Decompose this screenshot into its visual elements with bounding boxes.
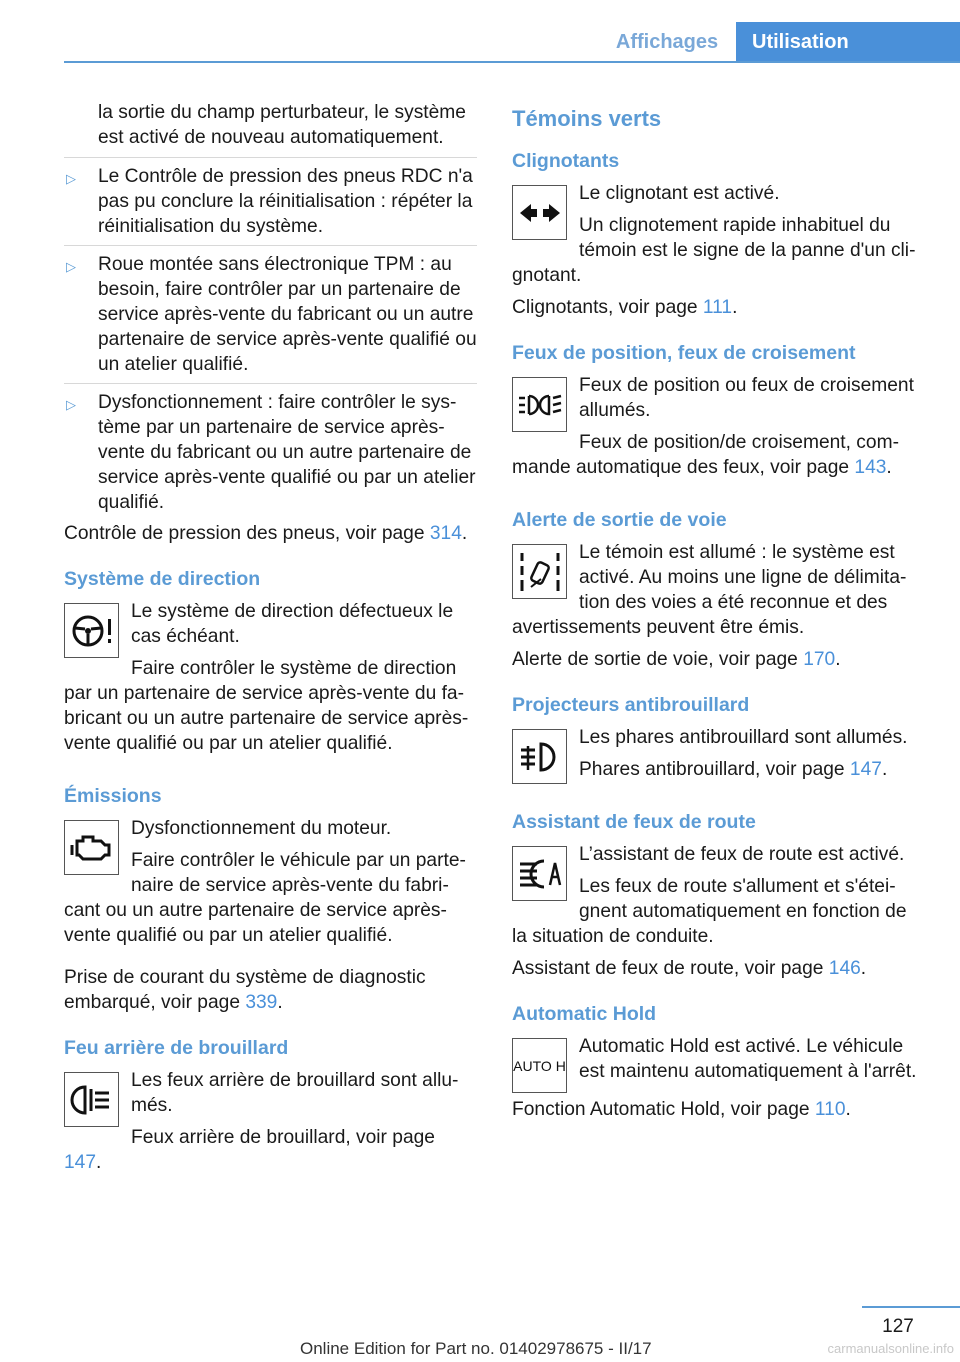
autohold-text-1: Automatic Hold est activé. Le véhicule est maintenu automatiquement à l'arrêt. [579, 1036, 917, 1082]
turn-signal-icon [512, 185, 567, 240]
heading-automatic-hold: Automatic Hold [512, 1003, 657, 1025]
autohold-block [512, 1034, 925, 1097]
list-item: ▷ Roue montée sans électronique TPM : au besoin, faire contrôler par un partenaire de service après-vente du fabricant ou un autre partenaire de service après-vente qualifié ou un atelier qualifié. [64, 245, 477, 383]
section-tab-affichages[interactable]: Affichages [615, 31, 719, 53]
turn-text-2: Un clignotement rapide inhabituel du témoin est le signe de la panne d'un clignotant. [512, 215, 916, 286]
triangle-bullet-icon: ▷ [66, 397, 76, 412]
heading-green-indicators: Témoins verts [512, 106, 662, 131]
turn-reference: Clignotants, voir page 111. [512, 297, 738, 318]
list-item: ▷ Le Contrôle de pression des pneus RDC n'a pas pu conclure la réinitialisation : répéter la réinitialisation du système. [64, 157, 477, 245]
rear-fog-block [64, 1068, 477, 1182]
position-lights-icon [512, 377, 567, 432]
triangle-bullet-icon: ▷ [66, 259, 76, 274]
page-link-110[interactable]: 110 [814, 1099, 846, 1120]
page-link-111[interactable]: 111 [702, 297, 733, 318]
page-link-146[interactable]: 146 [828, 958, 861, 979]
header-rule [64, 61, 960, 63]
emissions-text-2: Faire contrôler le véhicule par un partenaire de service après-vente du fabricant ou un autre partenaire de service après-vente qualifié ou par un atelier qualifié. [64, 850, 466, 946]
position-block [512, 373, 925, 487]
page-link-170[interactable]: 170 [803, 649, 836, 670]
fog-text-2: Phares antibrouillard, voir page 147. [579, 759, 888, 780]
fog-text-1: Les phares antibrouillard sont allumés. [579, 727, 908, 748]
list-item: ▷ Dysfonctionnement : faire contrôler le système par un partenaire de service après-vente du fabricant ou un autre partenaire de service après-vente qualifié ou par un atelier qualifié. [64, 383, 477, 521]
rear-fog-light-icon [64, 1072, 119, 1127]
page-number: 127 [882, 1316, 914, 1337]
heading-high-beam: Assistant de feux de route [512, 811, 756, 833]
heading-front-fog: Projecteurs antibrouillard [512, 694, 750, 716]
lane-departure-icon [512, 544, 567, 599]
steering-warning-icon [64, 603, 119, 658]
heading-lane-departure: Alerte de sortie de voie [512, 509, 727, 531]
steering-text-2: Faire contrôler le système de direction par un partenaire de service après-vente du fabricant ou un autre partenaire de service après-vente qualifié ou par un atelier qualifié. [64, 658, 469, 754]
highbeam-text-2: Les feux de route s'allument et s'éteignent automatiquement en fonction de la situation de conduite. [512, 876, 907, 947]
right-column [512, 100, 925, 1129]
lane-reference: Alerte de sortie de voie, voir page 170. [512, 649, 841, 670]
front-fog-light-icon [512, 729, 567, 784]
left-column [64, 100, 477, 1182]
highbeam-block [512, 842, 925, 956]
steering-block [64, 599, 477, 763]
page-link-339[interactable]: 339 [245, 992, 278, 1013]
emissions-text-1: Dysfonctionnement du moteur. [131, 818, 392, 839]
heading-steering: Système de direction [64, 568, 261, 590]
rear-fog-text-2: Feux arrière de brouillard, voir page 147. [64, 1127, 435, 1173]
steering-text-1: Le système de direction défectueux le cas échéant. [131, 601, 454, 647]
engine-icon [64, 820, 119, 875]
autohold-reference: Fonction Automatic Hold, voir page 110. [512, 1099, 851, 1120]
page-link-147[interactable]: 147 [64, 1152, 97, 1173]
footer-rule [862, 1306, 960, 1308]
watermark: carmanualsonline.info [827, 1341, 954, 1356]
rear-fog-text-1: Les feux arrière de brouillard sont allumés. [131, 1070, 459, 1116]
edition-footer: Online Edition for Part no. 01402978675 - II/17 [300, 1339, 652, 1358]
rdc-reference: Contrôle de pression des pneus, voir page 314. [64, 523, 468, 544]
page-link-314[interactable]: 314 [429, 523, 462, 544]
position-text-2: Feux de position/de croisement, commande automatique des feux, voir page 143. [512, 432, 899, 478]
heading-emissions: Émissions [64, 785, 162, 807]
highbeam-text-1: L’assistant de feux de route est activé. [579, 844, 905, 865]
bullet-list [64, 157, 477, 521]
page-header [0, 0, 960, 64]
continuation-text: la sortie du champ perturbateur, le système est activé de nouveau automatiquement. [98, 102, 466, 148]
position-text-1: Feux de position ou feux de croisement allumés. [579, 375, 914, 421]
lane-block [512, 540, 925, 647]
section-tab-utilisation[interactable]: Utilisation [736, 22, 960, 62]
lane-text-1: Le témoin est allumé : le système est activé. Au moins une ligne de délimitation des voies a été reconnue et des avertissements peuvent être émis. [512, 542, 907, 638]
heading-rear-fog: Feu arrière de brouillard [64, 1037, 289, 1059]
triangle-bullet-icon: ▷ [66, 171, 76, 186]
highbeam-reference: Assistant de feux de route, voir page 146. [512, 958, 867, 979]
diagnostic-reference: Prise de courant du système de diagnostic embarqué, voir page 339. [64, 967, 426, 1013]
page-link-147-fog[interactable]: 147 [849, 759, 882, 780]
heading-turn-signals: Clignotants [512, 150, 620, 172]
page-link-143[interactable]: 143 [854, 457, 887, 478]
heading-position-lights: Feux de position, feux de croisement [512, 342, 856, 364]
fog-block [512, 725, 925, 789]
emissions-block [64, 816, 477, 955]
auto-hold-icon: AUTO H [512, 1038, 567, 1093]
high-beam-assistant-icon [512, 846, 567, 901]
turn-block [512, 181, 925, 295]
turn-text-1: Le clignotant est activé. [579, 183, 780, 204]
